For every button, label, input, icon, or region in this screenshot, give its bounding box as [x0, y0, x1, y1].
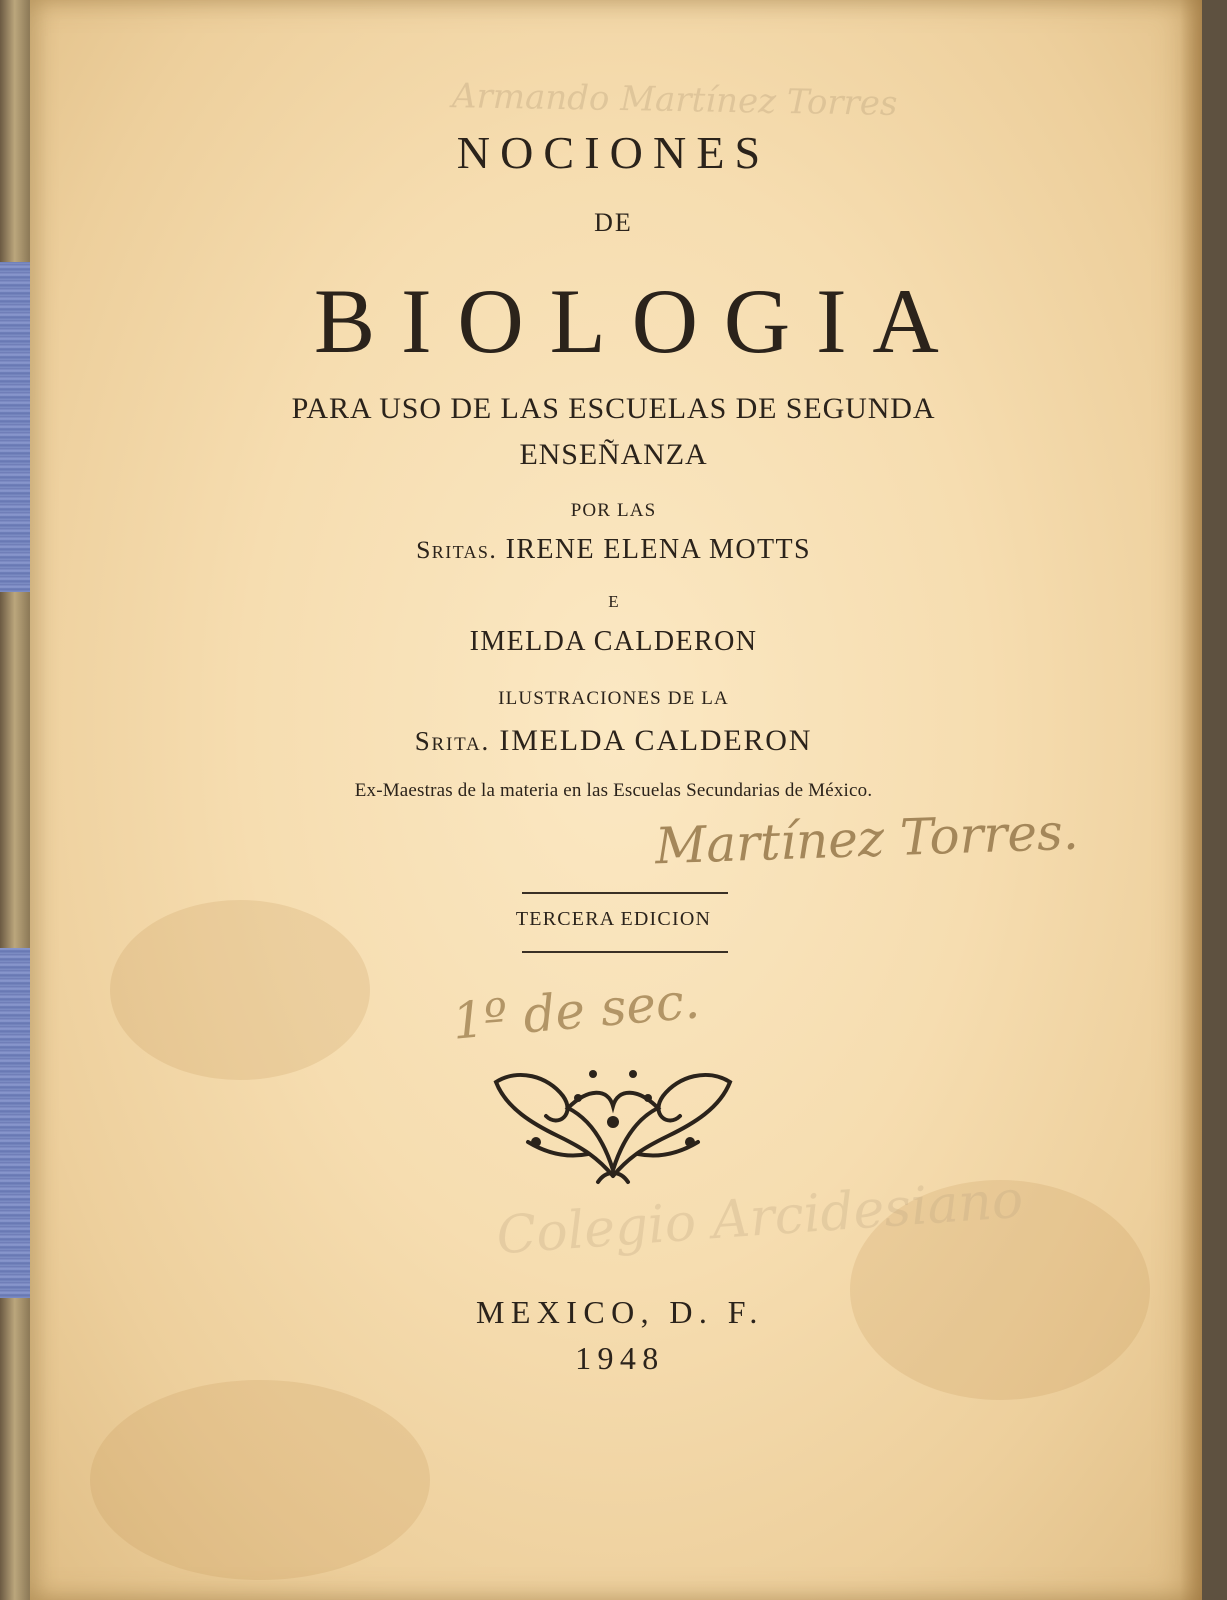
illustrations-label: ILUSTRACIONES DE LA: [498, 688, 729, 709]
title-nociones: NOCIONES: [456, 127, 771, 178]
imprint-year: 1948: [575, 1340, 665, 1376]
title-biologia: BIOLOGIA: [313, 270, 965, 372]
handwritten-faint-bottom: Colegio Arcidesiano: [494, 1169, 1026, 1267]
edition: TERCERA EDICION: [515, 908, 712, 930]
author-1: IRENE ELENA MOTTS: [505, 534, 811, 565]
illustrator-line: [0, 724, 1227, 758]
edition-rule-top: [522, 892, 728, 894]
subtitle-line-1: PARA USO DE LAS ESCUELAS DE SEGUNDA: [291, 392, 936, 425]
conjunction-e: E: [608, 592, 619, 611]
por-las: POR LAS: [570, 500, 657, 521]
title-de: DE: [594, 208, 633, 237]
handwritten-signature: Martínez Torres.: [654, 802, 1080, 876]
ornament-vignette: [488, 1058, 738, 1188]
authors-line: [0, 534, 1227, 566]
paper-stain: [90, 1380, 430, 1580]
illustrator-prefix: Srita.: [414, 726, 491, 756]
subtitle-line-2: ENSEÑANZA: [519, 438, 708, 471]
imprint-place: MEXICO, D. F.: [476, 1294, 764, 1330]
edition-rule-bottom: [522, 951, 728, 953]
affiliation: Ex-Maestras de la materia en las Escuelas Secundarias de México.: [354, 780, 873, 801]
illustrator-name: IMELDA CALDERON: [499, 724, 813, 757]
handwritten-grade-note: 1º de sec.: [449, 971, 702, 1051]
authors-prefix: Sritas.: [416, 535, 498, 564]
author-2: IMELDA CALDERON: [469, 626, 758, 657]
handwritten-name-faint: Armando Martínez Torres: [451, 76, 898, 124]
